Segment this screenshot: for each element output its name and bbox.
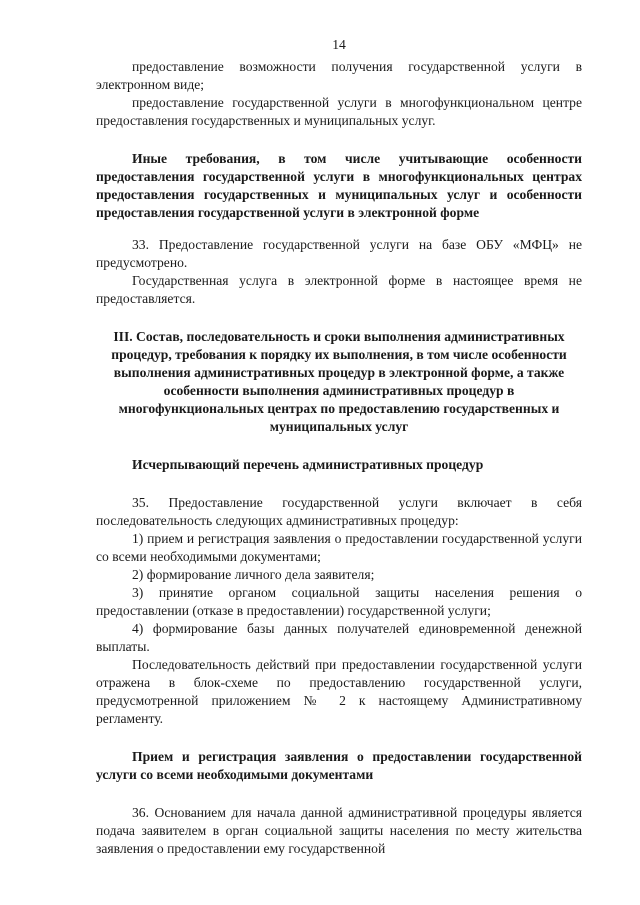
intro-paragraph-2: предоставление государственной услуги в многофункциональном центре предоставления государственных и муниципальных услуг. [96,95,582,128]
subheading-procedures-list: Исчерпывающий перечень административных процедур [132,457,484,472]
paragraph-sequence: Последовательность действий при предоставлении государственной услуги отражена в блок-схеме по предоставлению государственной услуги, предусмотренной приложением № 2 к настоящему Административному регламенту. [96,657,582,726]
section-heading-other-requirements: Иные требования, в том числе учитывающие особенности предоставления государственной услуги в многофункциональных центрах предоставления государственных и муниципальных услуг и особенности предоставления государственной услуги в электронной форме [96,151,582,220]
paragraph-36: 36. Основанием для начала данной административной процедуры является подача заявителем в орган социальной защиты населения по месту жительства заявления о предоставлении ему государственной [96,805,582,856]
list-item: 3) принятие органом социальной защиты населения решения о предоставлении (отказе в предоставлении) государственной услуги; [96,585,582,618]
paragraph-electronic-form: Государственная услуга в электронной форме в настоящее время не предоставляется. [96,273,582,306]
section-heading-reception: Прием и регистрация заявления о предоставлении государственной услуги со всеми необходимыми документами [96,749,582,782]
list-item: 2) формирование личного дела заявителя; [132,567,375,582]
paragraph-33: 33. Предоставление государственной услуги на базе ОБУ «МФЦ» не предусмотрено. [96,237,582,270]
list-item: 4) формирование базы данных получателей единовременной денежной выплаты. [96,621,582,654]
intro-paragraph-1: предоставление возможности получения государственной услуги в электронном виде; [96,59,582,92]
list-item: 1) прием и регистрация заявления о предоставлении государственной услуги со всеми необходимыми документами; [96,531,582,564]
page-number: 14 [332,37,346,52]
paragraph-35: 35. Предоставление государственной услуги включает в себя последовательность следующих административных процедур: [96,495,582,528]
section-heading-3: III. Состав, последовательность и сроки выполнения административных процедур, требования к порядку их выполнения, в том числе особенности выполнения административных процедур в электронной форме, а также особенности выполнения административных процедур в многофункциональных центрах по предоставлению государственных и муниципальных услуг [111,329,567,434]
